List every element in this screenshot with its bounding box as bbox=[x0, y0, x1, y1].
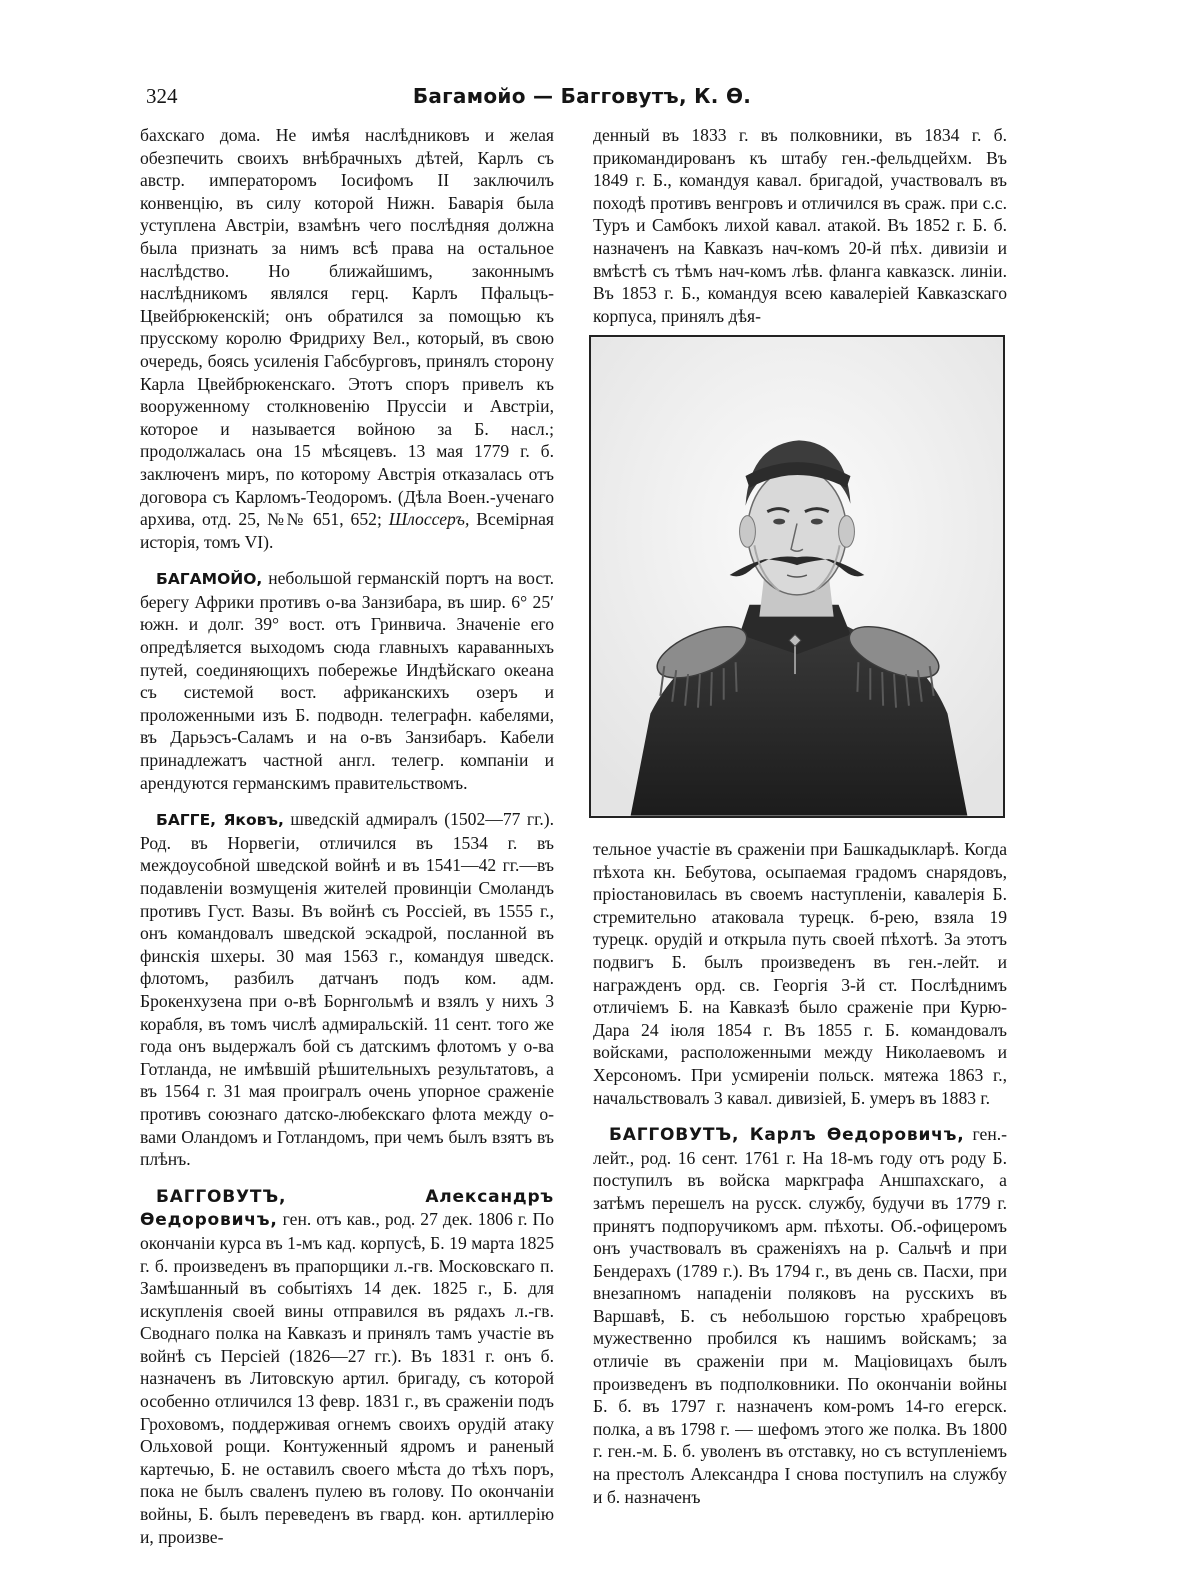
left-column bbox=[140, 124, 555, 1547]
portrait-illustration bbox=[589, 335, 1005, 818]
continued-entry: тельное участіе въ сраженіи при Башкадыкларѣ. Когда пѣхота кн. Бебутова, осыпаемая градомъ снарядовъ, пріостановилась въ своемъ наступленіи, кавалерія Б. стремительно атаковала турецк. б-рею, взяла 19 турецк. орудій и открыла путь своей пѣхотѣ. За этотъ подвигъ Б. былъ произведенъ въ ген.-лейт. и награжденъ орд. св. Георгія 3-й ст. Послѣднимъ отличіемъ Б. на Кавказѣ было сраженіе при Курю-Дара 24 іюля 1854 г. Въ 1855 г. Б. командовалъ войсками, расположенными между Николаевомъ и Херсономъ. При усмиреніи польск. мятежа 1863 г., начальствовалъ 3 кавал. дивизіей, Б. умеръ въ 1883 г. bbox=[593, 839, 1007, 1108]
right-column-top bbox=[593, 124, 1007, 328]
right-column-bottom bbox=[593, 838, 1007, 1538]
continued-entry bbox=[140, 124, 554, 553]
entry-baggovut-alexander bbox=[140, 1185, 554, 1549]
entry-text: ген. отъ кав., род. 27 дек. 1806 г. По окончаніи курса въ 1-мъ кад. корпусѣ, Б. 19 марта 1825 г. б. произведенъ въ прапорщики л.-гв. Московскаго п. Замѣшанный въ событіяхъ 14 дек. 1825 г., Б. для искупленія своей вины отправился въ рядахъ л.-гв. Своднаго полка на Кавказъ и принялъ тамъ участіе въ войнѣ съ Персіей (1826—27 гг.). Въ 1831 г. онъ б. назначенъ въ Литовскую артил. бригаду, съ которой особенно отличился 13 февр. 1831 г., въ сраженіи подъ Гроховомъ, поддерживая огнемъ своихъ орудій атаку Ольховой рощи. Контуженный ядромъ и раненый картечью, Б. не оставилъ своего мѣста до тѣхъ поръ, пока не былъ сваленъ пулею въ голову. По окончаніи войны, Б. былъ переведенъ въ гвард. кон. артиллерію и, произве- bbox=[140, 1209, 554, 1547]
entry-bagge bbox=[140, 808, 554, 1171]
portrait-engraving-icon bbox=[591, 337, 1003, 816]
continued-tail: Всемірная исторія, томъ VI). bbox=[140, 509, 554, 552]
entry-text: шведскій адмиралъ (1502—77 гг.). Род. въ Норвегіи, отличился въ 1534 г. въ междоусобной шведской войнѣ и въ 1541—42 гг.—въ подавленіи возмущенія жителей провинціи Смоландъ противъ Густ. Вазы. Въ войнѣ съ Россіей, въ 1555 г., онъ командовалъ шведской эскадрой, посланной въ финскія шхеры. 30 мая 1563 г., командуя шведск. флотомъ, разбилъ датчанъ подъ ком. адм. Брокенхузена при о-вѣ Борнгольмѣ и взялъ у нихъ 3 корабля, въ томъ числѣ адмиральскій. 11 сент. того же года онъ выдержалъ бой съ датскимъ флотомъ у о-ва Готланда, не имѣвшій рѣшительныхъ результатовъ, а въ 1564 г. 31 мая проигралъ очень упорное сраженіе противъ союзнаго датско-любекскаго флота между о-вами Оландомъ и Готландомъ, при чемъ былъ взятъ въ плѣнъ. bbox=[140, 809, 555, 1170]
page-header bbox=[146, 84, 1018, 116]
entry-heading: БАГГОВУТЪ, Карлъ Ѳедоровичъ, bbox=[609, 1125, 965, 1146]
continued-entry: денный въ 1833 г. въ полковники, въ 1834 г. б. прикомандированъ къ штабу ген.-фельдцейхм. Въ 1849 г. Б., командуя кавал. бригадой, участвовалъ въ походѣ противъ венгровъ и отличился въ сраж. при с.с. Туръ и Самбокъ лихой кавал. атакой. Въ 1852 г. Б. б. назначенъ на Кавказъ нач-комъ 20-й пѣх. дивизіи и вмѣстѣ съ тѣмъ нач-комъ лѣв. фланга кавказск. линіи. Въ 1853 г. Б., командуя всею кавалеріей Кавказскаго корпуса, принялъ дѣя- bbox=[593, 125, 1007, 326]
page-number: 324 bbox=[146, 84, 178, 108]
author-reference: Шлоссеръ, bbox=[388, 509, 470, 530]
entry-baggovut-karl bbox=[593, 1123, 1007, 1508]
entry-text: ген.-лейт., род. 16 сент. 1761 г. На 18-мъ году отъ роду Б. поступилъ въ войска маркграфа Аншпахскаго, а затѣмъ перешелъ на русск. службу, будучи въ 1779 г. принятъ подпоручикомъ арм. пѣхоты. Об.-офицеромъ онъ участвовалъ въ сраженіяхъ на р. Сальчѣ и при Бендерахъ (1789 г.). Въ 1794 г., въ день св. Пасхи, при внезапномъ нападеніи поляковъ на русскихъ въ Варшавѣ, Б. съ небольшою горстью храбрецовъ мужественно пробился къ нашимъ войскамъ; за отличіе въ сраженіи при м. Маціовицахъ былъ произведенъ въ подполковники. По окончаніи войны Б. б. въ 1797 г. назначенъ ком-ромъ 14-го егерск. полка, а въ 1798 г. — шефомъ этого же полка. Въ 1800 г. ген.-м. Б. б. уволенъ въ отставку, но съ вступленіемъ на престолъ Александра I снова поступилъ на службу и б. назначенъ bbox=[593, 1124, 1007, 1507]
entry-heading: БАГГОВУТЪ, Александръ Ѳедоровичъ, bbox=[140, 1186, 554, 1231]
entry-text: небольшой германскій портъ на вост. берегу Африки противъ о-ва Занзибара, въ шир. 6° 25′ южн. и долг. 39° вост. отъ Гринвича. Значеніе его опредѣляется выходомъ сюда главныхъ караванныхъ путей, соединяющихъ побережье Индѣйскаго океана съ системой вост. африканскихъ озеръ и проложенными изъ Б. подводн. телеграфн. кабелями, въ Дарьэсъ-Саламъ и на о-въ Занзибаръ. Кабели принадлежатъ частной англ. телегр. компаніи и арендуются германскимъ правительствомъ. bbox=[140, 568, 554, 793]
entry-heading: БАГАМОЙО, bbox=[156, 570, 263, 589]
continued-text: бахскаго дома. Не имѣя наслѣдниковъ и желая обезпечить своихъ внѣбрачныхъ дѣтей, Карлъ съ австр. императоромъ Іосифомъ II заключилъ конвенцію, въ силу которой Нижн. Баварія была уступлена Австріи, взамѣнъ чего послѣдняя должна была признать за нимъ всѣ права на остальное наслѣдство. Но ближайшимъ, законнымъ наслѣдникомъ являлся герц. Карлъ Пфальцъ-Цвейбрюкенскій; онъ обратился за помощью къ прусскому королю Фридриху Вел., который, въ свою очередь, боясь усиленія Габсбурговъ, принялъ сторону Карла Цвейбрюкенскаго. Этотъ споръ привелъ къ вооруженному столкновенію Пруссіи и Австріи, которое и называется войною за Б. насл.; продолжалась она 15 мѣсяцевъ. 13 мая 1779 г. б. заключенъ миръ, по которому Австрія отказалась отъ договора съ Карломъ-Теодоромъ. (Дѣла Воен.-ученаго архива, отд. 25, №№ 651, 652; bbox=[140, 125, 554, 530]
entry-heading: БАГГЕ, Яковъ, bbox=[156, 811, 284, 830]
running-title: Багамойо — Багговутъ, К. Ѳ. bbox=[412, 84, 752, 108]
entry-bagamoyo bbox=[140, 567, 554, 794]
